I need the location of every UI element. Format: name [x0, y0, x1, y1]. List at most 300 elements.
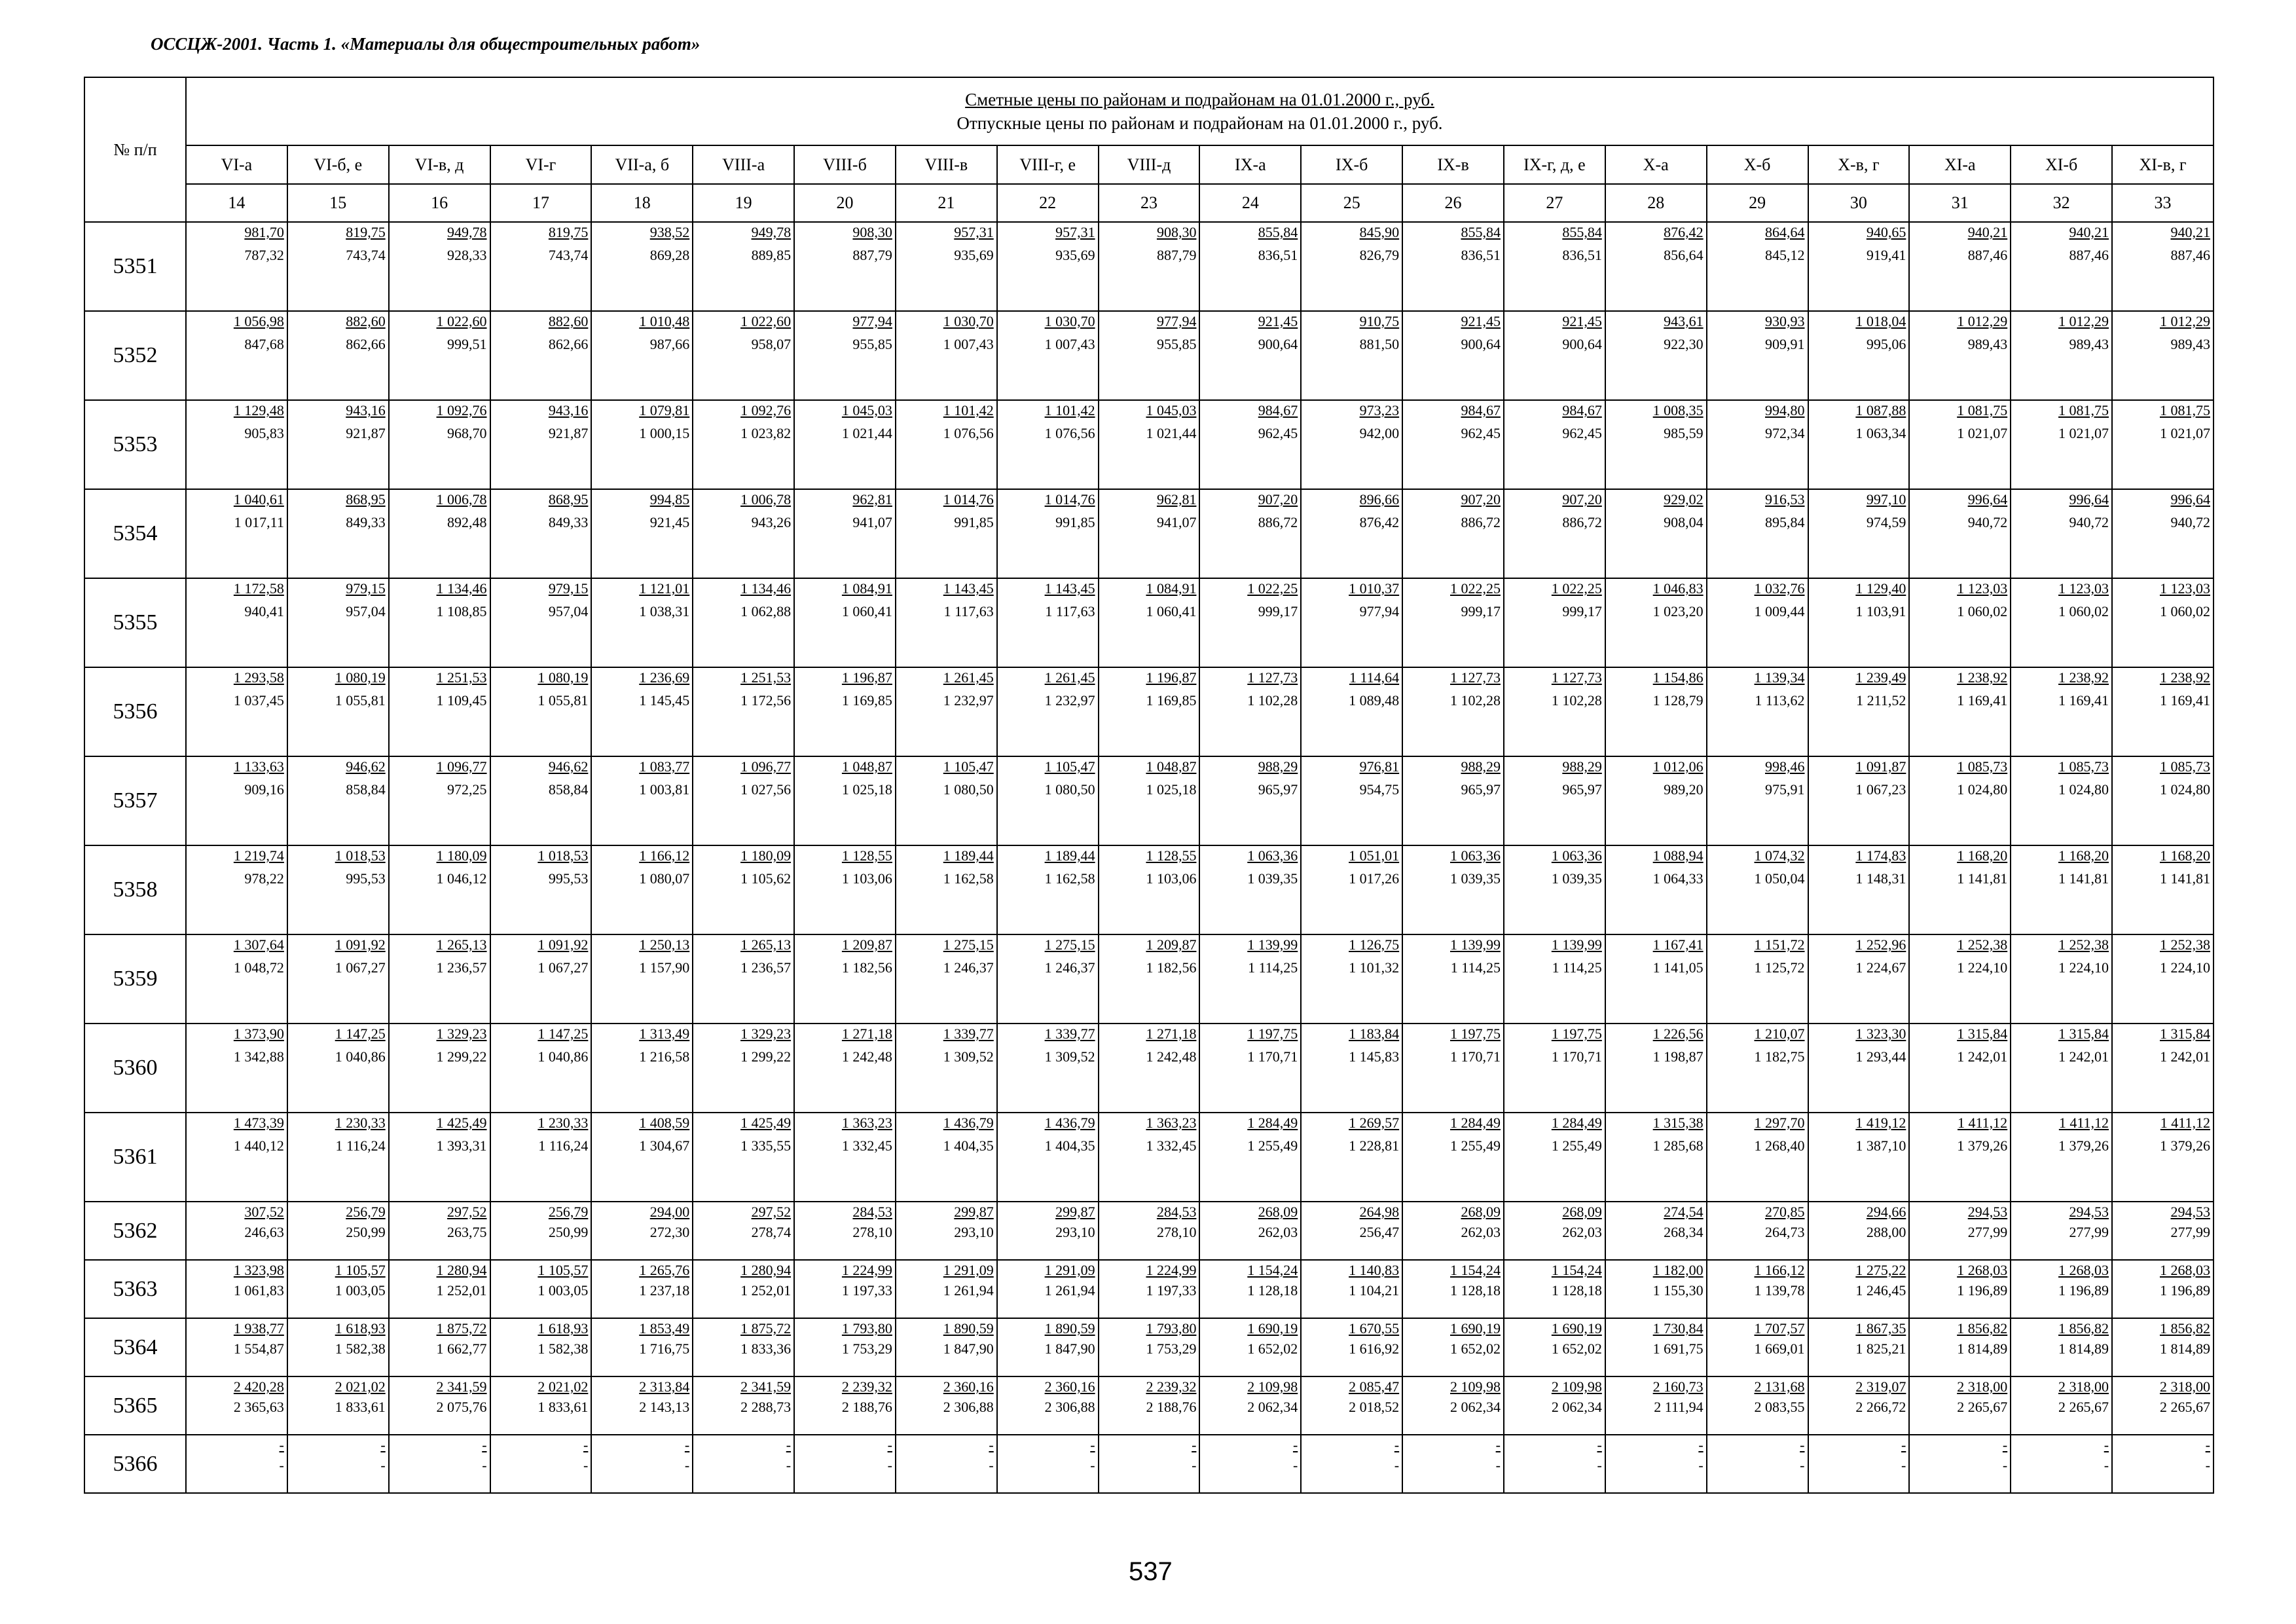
price-cell	[1099, 934, 1200, 1024]
release-price: 1 162,58	[1044, 870, 1095, 887]
price-cell	[997, 1376, 1099, 1435]
release-price: 862,66	[346, 336, 386, 352]
row-number-header: № п/п	[84, 77, 186, 222]
price-cell	[2112, 845, 2214, 934]
price-cell	[186, 1318, 287, 1376]
price-table	[84, 77, 2214, 1494]
row-id: 5352	[84, 311, 186, 400]
release-price: 1 814,89	[1957, 1340, 2008, 1357]
release-price: 2 365,63	[233, 1399, 284, 1415]
column-number: 16	[389, 184, 490, 222]
estimate-price: 988,29	[1461, 758, 1501, 775]
estimate-price: 1 087,88	[1855, 402, 1906, 418]
region-header: VI-а	[186, 145, 287, 184]
price-cell	[186, 934, 287, 1024]
price-cell	[2112, 489, 2214, 578]
price-cell	[1504, 1318, 1605, 1376]
price-cell	[490, 1435, 592, 1493]
price-cell	[1199, 1318, 1301, 1376]
release-price: -	[1698, 1457, 1704, 1473]
estimate-price: 1 875,72	[740, 1320, 792, 1337]
release-price: -	[1800, 1457, 1805, 1473]
price-cell	[1808, 489, 1910, 578]
release-price: -	[989, 1457, 994, 1473]
release-price: 256,47	[1359, 1224, 1400, 1240]
estimate-price: -	[786, 1437, 792, 1453]
price-cell	[1099, 667, 1200, 756]
price-cell	[186, 489, 287, 578]
region-header-row	[84, 145, 2214, 184]
price-cell	[389, 311, 490, 400]
price-cell	[1707, 1024, 1808, 1113]
estimate-price: -	[1597, 1437, 1602, 1453]
price-cell	[1199, 845, 1301, 934]
price-cell	[896, 756, 997, 845]
column-number: 24	[1199, 184, 1301, 222]
price-cell	[1199, 578, 1301, 667]
price-cell	[794, 667, 896, 756]
release-price: 1 061,83	[233, 1282, 284, 1299]
row-id: 5357	[84, 756, 186, 845]
estimate-price: -	[1090, 1437, 1095, 1453]
release-price: 1 021,07	[1957, 425, 2008, 441]
estimate-price: 1 092,76	[740, 402, 792, 418]
release-price: 1 021,07	[2159, 425, 2210, 441]
estimate-price: 1 315,84	[1957, 1025, 2008, 1042]
estimate-price: 988,29	[1562, 758, 1602, 775]
release-price: 1 342,88	[233, 1048, 284, 1065]
estimate-price: 268,09	[1562, 1204, 1602, 1220]
release-price: 1 024,80	[2058, 781, 2109, 798]
price-cell	[1402, 222, 1504, 311]
price-cell	[1301, 222, 1402, 311]
price-cell	[1909, 489, 2011, 578]
estimate-price: 938,52	[649, 224, 690, 240]
estimate-price: -	[1192, 1437, 1197, 1453]
estimate-price: 1 154,86	[1652, 669, 1704, 686]
estimate-price: 949,78	[447, 224, 487, 240]
price-cell	[287, 222, 389, 311]
estimate-price: 2 318,00	[2159, 1378, 2210, 1395]
price-cell	[591, 1318, 693, 1376]
table-row	[84, 222, 2214, 311]
release-price: 1 261,94	[943, 1282, 994, 1299]
release-price: 1 224,10	[1957, 959, 2008, 976]
estimate-price: 1 867,35	[1855, 1320, 1906, 1337]
estimate-price: 2 085,47	[1349, 1378, 1400, 1395]
price-cell	[896, 845, 997, 934]
release-price: 955,85	[852, 336, 892, 352]
estimate-price: -	[684, 1437, 690, 1453]
estimate-price: 1 275,15	[943, 936, 994, 953]
estimate-price: 2 360,16	[943, 1378, 994, 1395]
price-cell	[490, 756, 592, 845]
estimate-price: 297,52	[751, 1204, 792, 1220]
price-cell	[896, 222, 997, 311]
price-cell	[1504, 934, 1605, 1024]
price-cell	[794, 1435, 896, 1493]
estimate-price: 1 425,49	[740, 1115, 792, 1131]
estimate-price: 1 080,19	[538, 669, 589, 686]
estimate-price: 1 224,99	[841, 1262, 892, 1278]
price-cell	[1402, 845, 1504, 934]
table-row	[84, 311, 2214, 400]
estimate-price: 1 154,24	[1551, 1262, 1602, 1278]
release-price: 858,84	[346, 781, 386, 798]
price-cell	[1909, 667, 2011, 756]
price-cell	[1909, 1113, 2011, 1202]
estimate-price: 1 252,38	[1957, 936, 2008, 953]
region-header: IX-а	[1199, 145, 1301, 184]
price-cell	[794, 311, 896, 400]
price-cell	[1605, 1113, 1707, 1202]
release-price: 1 062,88	[740, 603, 792, 619]
price-cell	[1301, 1202, 1402, 1260]
release-price: 1 255,49	[1247, 1137, 1298, 1154]
price-cell	[1909, 1260, 2011, 1318]
release-price: 1 024,80	[1957, 781, 2008, 798]
estimate-price: 973,23	[1359, 402, 1400, 418]
estimate-price: 1 167,41	[1652, 936, 1704, 953]
estimate-price: 1 092,76	[436, 402, 487, 418]
price-cell	[2112, 1113, 2214, 1202]
estimate-price: 1 168,20	[1957, 847, 2008, 864]
release-price: 941,07	[852, 514, 892, 530]
estimate-price: 268,09	[1461, 1204, 1501, 1220]
price-cell	[1301, 1435, 1402, 1493]
estimate-price: 1 265,13	[740, 936, 792, 953]
release-price: 1 833,36	[740, 1340, 792, 1357]
price-cell	[997, 489, 1099, 578]
release-price: 921,87	[548, 425, 589, 441]
price-cell	[1909, 1376, 2011, 1435]
column-number: 21	[896, 184, 997, 222]
release-price: 1 141,81	[2159, 870, 2210, 887]
estimate-price: 1 236,69	[639, 669, 690, 686]
price-cell	[1402, 667, 1504, 756]
release-price: 2 075,76	[436, 1399, 487, 1415]
table-row	[84, 756, 2214, 845]
release-price: 1 109,45	[436, 692, 487, 709]
release-price: 1 554,87	[233, 1340, 284, 1357]
price-cell	[794, 934, 896, 1024]
price-cell	[997, 222, 1099, 311]
estimate-price: 1 012,06	[1652, 758, 1704, 775]
release-price: 1 440,12	[233, 1137, 284, 1154]
price-cell	[1909, 400, 2011, 489]
release-price: 1 139,78	[1754, 1282, 1805, 1299]
release-price: 1 021,07	[2058, 425, 2109, 441]
price-cell	[186, 845, 287, 934]
estimate-price: 876,42	[1664, 224, 1704, 240]
price-cell	[1301, 578, 1402, 667]
price-cell	[1301, 489, 1402, 578]
price-cell	[1504, 1376, 1605, 1435]
release-price: 881,50	[1359, 336, 1400, 352]
estimate-price: 1 012,29	[1957, 313, 2008, 329]
release-price: 836,51	[1258, 247, 1298, 263]
release-price: 1 101,32	[1349, 959, 1400, 976]
price-cell	[1808, 400, 1910, 489]
release-price: 1 141,81	[2058, 870, 2109, 887]
release-price: 246,63	[244, 1224, 284, 1240]
estimate-price: 1 219,74	[233, 847, 284, 864]
estimate-price: 996,64	[1967, 491, 2008, 507]
release-price: 1 037,45	[233, 692, 284, 709]
price-cell	[2112, 1318, 2214, 1376]
release-price: 1 007,43	[1044, 336, 1095, 352]
estimate-price: 1 252,38	[2058, 936, 2109, 953]
price-cell	[1402, 311, 1504, 400]
price-cell	[794, 1202, 896, 1260]
estimate-price: 1 105,57	[538, 1262, 589, 1278]
estimate-price: 1 618,93	[335, 1320, 386, 1337]
estimate-price: 1 048,87	[1146, 758, 1197, 775]
release-price: 886,72	[1562, 514, 1602, 530]
release-price: 895,84	[1765, 514, 1805, 530]
price-cell	[1707, 934, 1808, 1024]
estimate-price: 1 238,92	[2058, 669, 2109, 686]
region-header: X-б	[1707, 145, 1808, 184]
price-cell	[997, 1202, 1099, 1260]
release-price: 935,69	[954, 247, 994, 263]
estimate-price: 1 408,59	[639, 1115, 690, 1131]
price-cell	[389, 578, 490, 667]
estimate-price: 1 182,00	[1652, 1262, 1704, 1278]
price-cell	[1099, 756, 1200, 845]
estimate-price: 1 084,91	[841, 580, 892, 597]
price-cell	[2011, 222, 2112, 311]
estimate-price: 979,15	[346, 580, 386, 597]
row-id: 5358	[84, 845, 186, 934]
price-cell	[1808, 578, 1910, 667]
release-price: 975,91	[1765, 781, 1805, 798]
estimate-price: 1 315,84	[2058, 1025, 2109, 1042]
price-cell	[1402, 1024, 1504, 1113]
estimate-price: 1 123,03	[2159, 580, 2210, 597]
estimate-price: 1 006,78	[740, 491, 792, 507]
price-cell	[389, 756, 490, 845]
price-cell	[490, 222, 592, 311]
release-price: 1 169,85	[841, 692, 892, 709]
estimate-price: 1 323,98	[233, 1262, 284, 1278]
column-number: 30	[1808, 184, 1910, 222]
price-cell	[896, 578, 997, 667]
release-price: 892,48	[447, 514, 487, 530]
estimate-price: 1 168,20	[2058, 847, 2109, 864]
release-price: 1 211,52	[1856, 692, 1906, 709]
table-row	[84, 667, 2214, 756]
price-cell	[794, 578, 896, 667]
release-price: 1 063,34	[1855, 425, 1906, 441]
price-cell	[2112, 667, 2214, 756]
price-cell	[997, 578, 1099, 667]
column-number: 14	[186, 184, 287, 222]
column-number: 31	[1909, 184, 2011, 222]
region-header: VI-б, е	[287, 145, 389, 184]
region-header: X-а	[1605, 145, 1707, 184]
price-cell	[591, 934, 693, 1024]
release-price: 1 050,04	[1754, 870, 1805, 887]
estimate-price: 994,80	[1765, 402, 1805, 418]
region-header: VII-а, б	[591, 145, 693, 184]
table-row	[84, 1376, 2214, 1435]
release-price: 921,45	[649, 514, 690, 530]
estimate-price: 943,16	[548, 402, 589, 418]
release-price: -	[1901, 1457, 1906, 1473]
price-cell	[186, 756, 287, 845]
release-price: 1 198,87	[1652, 1048, 1704, 1065]
release-price: -	[1394, 1457, 1400, 1473]
release-price: 999,17	[1562, 603, 1602, 619]
release-price: 940,72	[2069, 514, 2109, 530]
estimate-price: 940,21	[2069, 224, 2109, 240]
release-price: 1 128,18	[1247, 1282, 1298, 1299]
release-price: 862,66	[548, 336, 589, 352]
price-cell	[997, 1113, 1099, 1202]
estimate-price: -	[482, 1437, 487, 1453]
estimate-price: 1 127,73	[1449, 669, 1501, 686]
price-cell	[1199, 1024, 1301, 1113]
release-price: 987,66	[649, 336, 690, 352]
estimate-price: 1 143,45	[943, 580, 994, 597]
price-cell	[1199, 934, 1301, 1024]
price-cell	[186, 311, 287, 400]
price-cell	[2112, 400, 2214, 489]
row-id: 5360	[84, 1024, 186, 1113]
price-cell	[1402, 489, 1504, 578]
release-price: 1 128,18	[1449, 1282, 1501, 1299]
release-price: 1 102,28	[1247, 692, 1298, 709]
estimate-price: 1 018,53	[335, 847, 386, 864]
release-price: 1 039,35	[1449, 870, 1501, 887]
release-price: 743,74	[548, 247, 589, 263]
price-cell	[794, 1024, 896, 1113]
price-cell	[2112, 756, 2214, 845]
estimate-price: 1 168,20	[2159, 847, 2210, 864]
release-price: 1 125,72	[1754, 959, 1805, 976]
column-number: 26	[1402, 184, 1504, 222]
price-cell	[1808, 667, 1910, 756]
estimate-price: 1 014,76	[943, 491, 994, 507]
estimate-price: 1 275,22	[1855, 1262, 1906, 1278]
release-price: 919,41	[1866, 247, 1906, 263]
price-cell	[591, 1376, 693, 1435]
table-row	[84, 400, 2214, 489]
page-number: 537	[1129, 1557, 1173, 1586]
release-price: 1 293,44	[1855, 1048, 1906, 1065]
release-price: 965,97	[1461, 781, 1501, 798]
price-cell	[287, 1024, 389, 1113]
row-id: 5356	[84, 667, 186, 756]
price-cell	[1199, 1376, 1301, 1435]
price-cell	[1199, 1113, 1301, 1202]
price-cell	[1605, 1202, 1707, 1260]
estimate-price: 294,66	[1866, 1204, 1906, 1220]
price-cell	[1707, 1202, 1808, 1260]
estimate-price: 284,53	[852, 1204, 892, 1220]
price-cell	[693, 667, 794, 756]
release-price: 849,33	[548, 514, 589, 530]
release-price: 1 117,63	[943, 603, 994, 619]
price-cell	[1402, 1202, 1504, 1260]
price-cell	[1605, 1024, 1707, 1113]
release-price: 1 038,31	[639, 603, 690, 619]
estimate-price: 1 123,03	[1957, 580, 2008, 597]
estimate-price: 1 172,58	[233, 580, 284, 597]
table-row	[84, 1113, 2214, 1202]
release-price: 1 023,20	[1652, 603, 1704, 619]
table-row	[84, 1435, 2214, 1493]
release-price: 1 017,11	[234, 514, 284, 530]
price-cell	[997, 934, 1099, 1024]
release-price: 1 246,37	[943, 959, 994, 976]
price-cell	[1199, 756, 1301, 845]
estimate-price: 1 856,82	[2058, 1320, 2109, 1337]
release-price: 995,53	[346, 870, 386, 887]
row-id: 5354	[84, 489, 186, 578]
price-cell	[693, 845, 794, 934]
release-price: 2 288,73	[740, 1399, 792, 1415]
estimate-price: 845,90	[1359, 224, 1400, 240]
price-cell	[2011, 934, 2112, 1024]
release-price: 1 582,38	[335, 1340, 386, 1357]
release-price: 886,72	[1258, 514, 1298, 530]
price-cell	[1707, 756, 1808, 845]
price-cell	[1707, 667, 1808, 756]
price-cell	[896, 934, 997, 1024]
price-cell	[1099, 1024, 1200, 1113]
price-cell	[591, 311, 693, 400]
price-cell	[1707, 1318, 1808, 1376]
column-number: 15	[287, 184, 389, 222]
price-cell	[1199, 667, 1301, 756]
estimate-price: 1 180,09	[436, 847, 487, 864]
estimate-price: 957,31	[954, 224, 994, 240]
release-price: 1 652,02	[1551, 1340, 1602, 1357]
release-price: 1 379,26	[1957, 1137, 2008, 1154]
price-cell	[1504, 845, 1605, 934]
price-cell	[591, 222, 693, 311]
price-cell	[794, 1318, 896, 1376]
release-price: 900,64	[1461, 336, 1501, 352]
price-cell	[1504, 222, 1605, 311]
price-cell	[389, 400, 490, 489]
estimate-price: 907,20	[1562, 491, 1602, 507]
release-price: 999,17	[1258, 603, 1298, 619]
price-cell	[896, 1318, 997, 1376]
price-cell	[1909, 1202, 2011, 1260]
estimate-price: 1 091,87	[1855, 758, 1906, 775]
estimate-price: 1 081,75	[2159, 402, 2210, 418]
estimate-price: -	[2002, 1437, 2008, 1453]
price-cell	[1707, 311, 1808, 400]
price-cell	[1402, 578, 1504, 667]
estimate-price: 1 690,19	[1449, 1320, 1501, 1337]
estimate-price: 299,87	[1055, 1204, 1095, 1220]
estimate-price: 864,64	[1765, 224, 1805, 240]
price-cell	[1707, 222, 1808, 311]
release-price: 836,51	[1461, 247, 1501, 263]
release-price: -	[1495, 1457, 1501, 1473]
estimate-price: 1 189,44	[943, 847, 994, 864]
release-price: 1 304,67	[639, 1137, 690, 1154]
price-cell	[1605, 845, 1707, 934]
release-price: 1 691,75	[1652, 1340, 1704, 1357]
price-cell	[1605, 311, 1707, 400]
region-header: XI-а	[1909, 145, 2011, 184]
estimate-price: 1 230,33	[335, 1115, 386, 1131]
